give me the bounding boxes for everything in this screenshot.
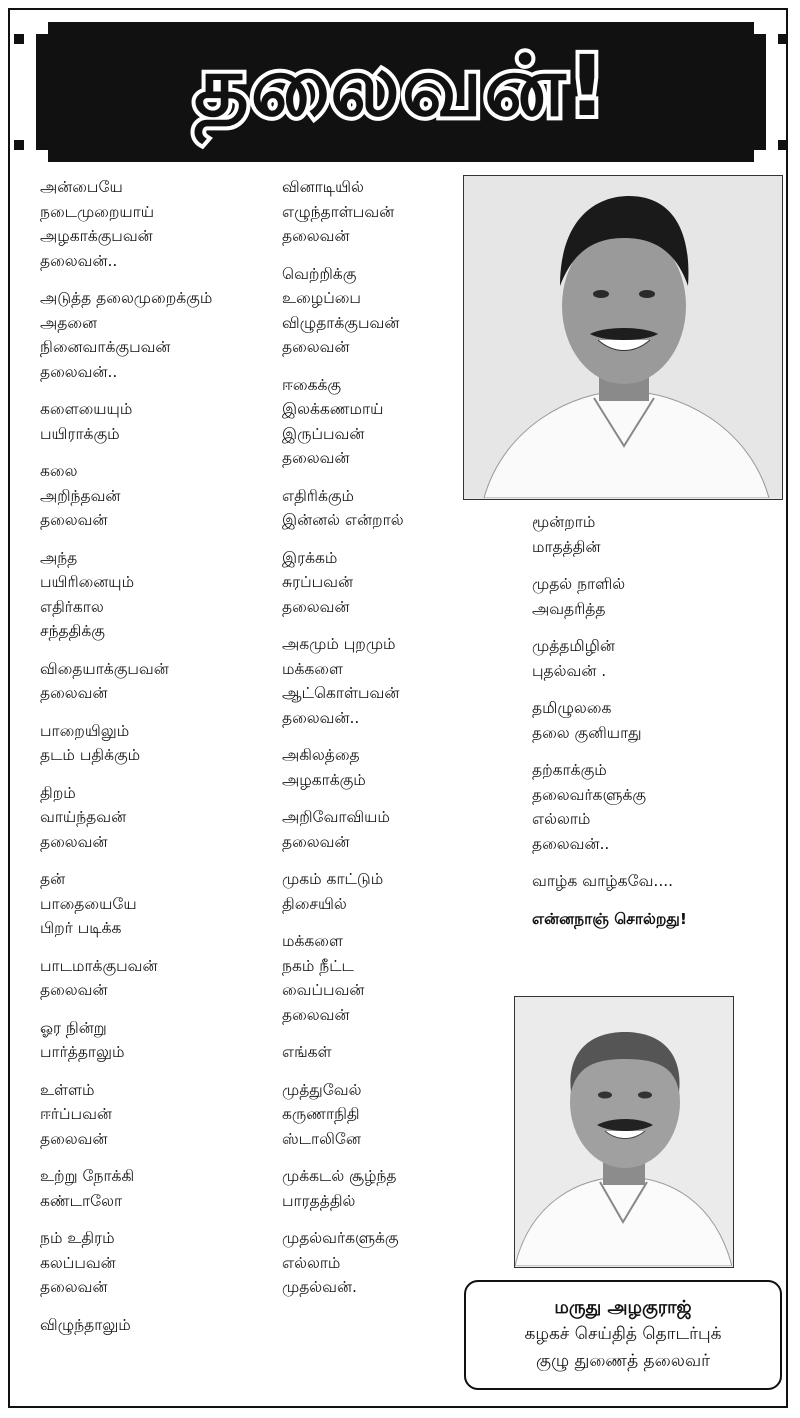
leader-photo [463, 175, 783, 500]
poem-line: தலைவன் [40, 511, 108, 529]
poem-line: பார்த்தாலும் [40, 1043, 125, 1061]
poem-line: தற்காக்கும் [532, 761, 607, 779]
poem-stanza [40, 175, 270, 273]
poem-line: கலப்பவன் [40, 1253, 116, 1272]
poem-line: தலைவன் [282, 227, 350, 245]
poem-line: முதல் நாளில் [532, 575, 626, 593]
poem-line: தலைவன் [282, 449, 350, 467]
poem-line: தலை குனியாது [532, 723, 642, 742]
poem-stanza [282, 805, 512, 854]
poem-stanza [40, 397, 270, 446]
title-banner [36, 22, 766, 162]
poem-line: நம் உதிரம் [40, 1229, 115, 1247]
poem-stanza [40, 1016, 270, 1065]
poem-stanza [282, 632, 512, 730]
poem-line: விழுதாக்குபவன் [282, 313, 400, 332]
poem-line: வைப்பவன் [282, 981, 365, 999]
poem-line: விழுந்தாலும் [40, 1315, 131, 1334]
poem-line: புதல்வன் . [532, 661, 607, 680]
poem-line: வாழ்க வாழ்கவே.... [532, 872, 674, 890]
poem-stanza [40, 1313, 270, 1338]
poem-line: மூன்றாம் [532, 513, 596, 531]
poem-line: பயிராக்கும் [40, 424, 120, 443]
poem-line: தலைவன் [40, 832, 108, 851]
poem-line: உள்ளம் [40, 1080, 95, 1099]
poem-line: தலைவன்.. [40, 251, 118, 270]
poem-line: ஆட்கொள்பவன் [282, 684, 400, 702]
poem-stanza [40, 1078, 270, 1152]
author-role-line-2: குழு துணைத் தலைவர் [536, 1351, 710, 1371]
poem-line: பயிரினையும் [40, 573, 135, 591]
poem-line: களையையும் [40, 400, 133, 418]
poem-line: முதல்வர்களுக்கு [282, 1229, 399, 1247]
poem-stanza [40, 867, 270, 941]
poem-line: தலைவன் [282, 338, 350, 356]
poem-title: தலைவன்! [193, 37, 609, 135]
poem-line: கருணாநிதி [282, 1105, 360, 1123]
poem-line: அழகாக்கும் [282, 770, 366, 789]
poem-line: மக்களை [282, 932, 343, 950]
author-caption [464, 1280, 782, 1390]
poem-line: தலைவர்களுக்கு [532, 785, 647, 804]
poem-stanza [532, 510, 772, 559]
poem-line: உழைப்பை [282, 289, 361, 307]
poem-stanza [40, 546, 270, 644]
poem-column-3 [532, 510, 772, 944]
poem-line: திறம் [40, 783, 76, 802]
poem-line: விதையாக்குபவன் [40, 659, 169, 678]
poem-line: கண்டாலோ [40, 1191, 123, 1210]
poem-stanza [282, 546, 512, 620]
poem-line: இருப்பவன் [282, 424, 365, 443]
poem-line: தலைவன் [40, 1278, 108, 1296]
author-photo [514, 996, 734, 1268]
poem-line: அன்பையே [40, 178, 123, 196]
poem-stanza [40, 286, 270, 384]
poem-line: முகம் காட்டும் [282, 870, 384, 888]
poem-line: தலைவன் [282, 597, 350, 616]
poem-stanza [40, 1226, 270, 1300]
poem-line: தலைவன் [282, 1005, 350, 1024]
author-name: மருது அழகுராஜ் [554, 1297, 692, 1318]
poem-line: வினாடியில் [282, 178, 364, 196]
poem-line: எழுந்தாள்பவன் [282, 202, 395, 221]
poem-signoff: என்னநாஞ் சொல்றது! [532, 909, 687, 928]
poem-stanza [40, 657, 270, 706]
poem-line: தலைவன் [40, 981, 108, 999]
poem-column-1 [40, 175, 270, 1350]
poem-stanza [282, 867, 512, 916]
poem-line: அகிலத்தை [282, 746, 360, 764]
poem-stanza [282, 1164, 512, 1213]
poem-line: எதிர்கால [40, 597, 104, 616]
poem-line: பிறர் படிக்க [40, 919, 122, 937]
poem-stanza [532, 696, 772, 745]
poem-line: வெற்றிக்கு [282, 264, 357, 283]
poem-line: அறிவோவியம் [282, 808, 390, 826]
poem-line: பாறையிலும் [40, 721, 130, 740]
poem-line: மாதத்தின் [532, 537, 601, 556]
poem-stanza [532, 869, 772, 894]
poem-line: நடைமுறையாய் [40, 202, 155, 221]
poem-stanza [532, 572, 772, 621]
poem-line: பாரதத்தில் [282, 1191, 356, 1210]
poem-line: முத்தமிழின் [532, 637, 615, 655]
poem-line: ஈர்ப்பவன் [40, 1105, 112, 1123]
poem-line: எல்லாம் [282, 1253, 341, 1272]
poem-line: அகமும் புறமும் [282, 635, 396, 653]
poem-line: தலைவன் [40, 684, 108, 702]
poem-stanza [282, 929, 512, 1027]
poem-stanza [40, 719, 270, 768]
poem-line: உற்று நோக்கி [40, 1167, 135, 1185]
poem-line: மக்களை [282, 659, 343, 678]
poem-line: எதிரிக்கும் [282, 486, 355, 505]
poem-line: திசையில் [282, 894, 347, 913]
poem-line: ஈகைக்கு [282, 375, 342, 394]
poem-line: பாடமாக்குபவன் [40, 956, 158, 975]
poem-line: அதனை [40, 313, 98, 332]
poem-line: அவதரித்த [532, 599, 606, 618]
poem-line: பாதையையே [40, 894, 137, 913]
poem-line: கலை [40, 462, 78, 480]
poem-line: தலைவன்.. [282, 708, 360, 727]
poem-line: தலைவன் [40, 1129, 108, 1148]
poem-line: வாய்ந்தவன் [40, 808, 127, 826]
author-role-line-1: கழகச் செய்தித் தொடர்புக் [524, 1324, 722, 1344]
poem-line: எல்லாம் [532, 810, 591, 828]
poem-line: சந்ததிக்கு [40, 622, 105, 640]
poem-stanza [282, 1040, 512, 1065]
poem-line: நினைவாக்குபவன் [40, 338, 171, 356]
poem-stanza [40, 1164, 270, 1213]
poem-line: அந்த [40, 548, 78, 567]
poem-stanza [532, 758, 772, 856]
poem-line: தன் [40, 870, 66, 888]
poem-line: தமிழுலகை [532, 699, 612, 717]
poem-stanza [40, 954, 270, 1003]
poem-line: தலைவன்.. [532, 834, 610, 853]
poem-line: இன்னல் என்றால் [282, 511, 404, 529]
poem-line: எங்கள் [282, 1043, 332, 1061]
poem-line: அடுத்த தலைமுறைக்கும் [40, 289, 213, 307]
poem-line: முத்துவேல் [282, 1080, 362, 1099]
poem-line: இரக்கம் [282, 548, 338, 567]
poem-line: ஓர நின்று [40, 1018, 107, 1037]
poem-stanza [282, 743, 512, 792]
poem-line: சுரப்பவன் [282, 573, 354, 591]
poem-line: ஸ்டாலினே [282, 1129, 361, 1148]
poem-line: தடம் பதிக்கும் [40, 746, 141, 764]
poem-line: அறிந்தவன் [40, 486, 121, 505]
poem-line: முதல்வன். [282, 1278, 357, 1296]
poem-stanza [40, 459, 270, 533]
poem-line: முக்கடல் சூழ்ந்த [282, 1167, 397, 1185]
poem-line: தலைவன்.. [40, 362, 118, 381]
poem-stanza [532, 634, 772, 683]
poem-stanza [282, 1078, 512, 1152]
poem-line: நகம் நீட்ட [282, 956, 354, 975]
poem-line: அழகாக்குபவன் [40, 227, 153, 245]
poem-line: தலைவன் [282, 832, 350, 851]
poem-line: இலக்கணமாய் [282, 400, 384, 418]
poem-stanza [40, 781, 270, 855]
